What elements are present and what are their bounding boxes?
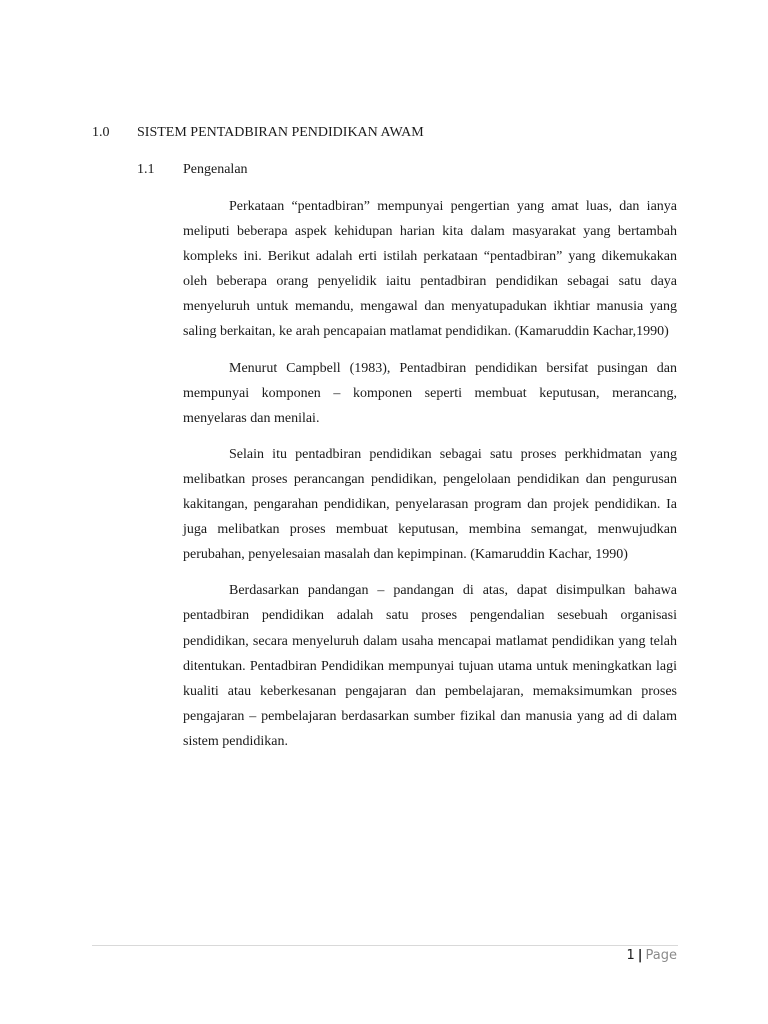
footer-page-word: Page [645,948,677,963]
page-footer [626,947,677,965]
subsection-number: 1.1 [137,162,155,177]
footer-separator: | [637,948,643,963]
footer-divider [92,945,678,946]
section-title: SISTEM PENTADBIRAN PENDIDIKAN AWAM [137,125,424,140]
paragraph-4: Berdasarkan pandangan – pandangan di atas, dapat disimpulkan bahawa pentadbiran pendidikan adalah satu proses pengendalian sesebuah organisasi pendidikan, secara menyeluruh dalam usaha mencapai matlamat pendidikan yang telah ditentukan. Pentadbiran Pendidikan mempunyai tujuan utama untuk meningkatkan lagi kualiti atau keberkesanan pengajaran dan pembelajaran, memaksimumkan proses pengajaran – pembelajaran berdasarkan sumber fizikal dan manusia yang ad di dalam sistem pendidikan. [183,583,677,749]
body-text [183,194,677,765]
section-heading [92,124,424,142]
paragraph-3: Selain itu pentadbiran pendidikan sebagai satu proses perkhidmatan yang melibatkan proses perancangan pendidikan, pengelolaan pendidikan dan pengurusan kakitangan, pengarahan pendidikan, penyelarasan program dan projek pendidikan. Ia juga melibatkan proses membuat keputusan, membina semangat, menwujudkan perubahan, penyelesaian masalah dan kepimpinan. (Kamaruddin Kachar, 1990) [183,446,677,563]
subsection-title: Pengenalan [183,162,248,177]
section-number: 1.0 [92,125,110,140]
subsection-heading [137,161,248,179]
paragraph-2: Menurut Campbell (1983), Pentadbiran pendidikan bersifat pusingan dan mempunyai komponen – komponen seperti membuat keputusan, merancang, menyelaras dan menilai. [183,360,677,426]
footer-page-number: 1 [626,948,635,963]
paragraph-1: Perkataan “pentadbiran” mempunyai pengertian yang amat luas, dan ianya meliputi beberapa aspek kehidupan harian kita dalam masyarakat yang bertambah kompleks ini. Berikut adalah erti istilah perkataan “pentadbiran” yang dikemukakan oleh beberapa orang penyelidik iaitu pentadbiran pendidikan sebagai satu daya menyeluruh untuk memandu, mengawal dan menyatupadukan ikhtiar manusia yang saling berkaitan, ke arah pencapaian matlamat pendidikan. (Kamaruddin Kachar,1990) [183,199,677,340]
